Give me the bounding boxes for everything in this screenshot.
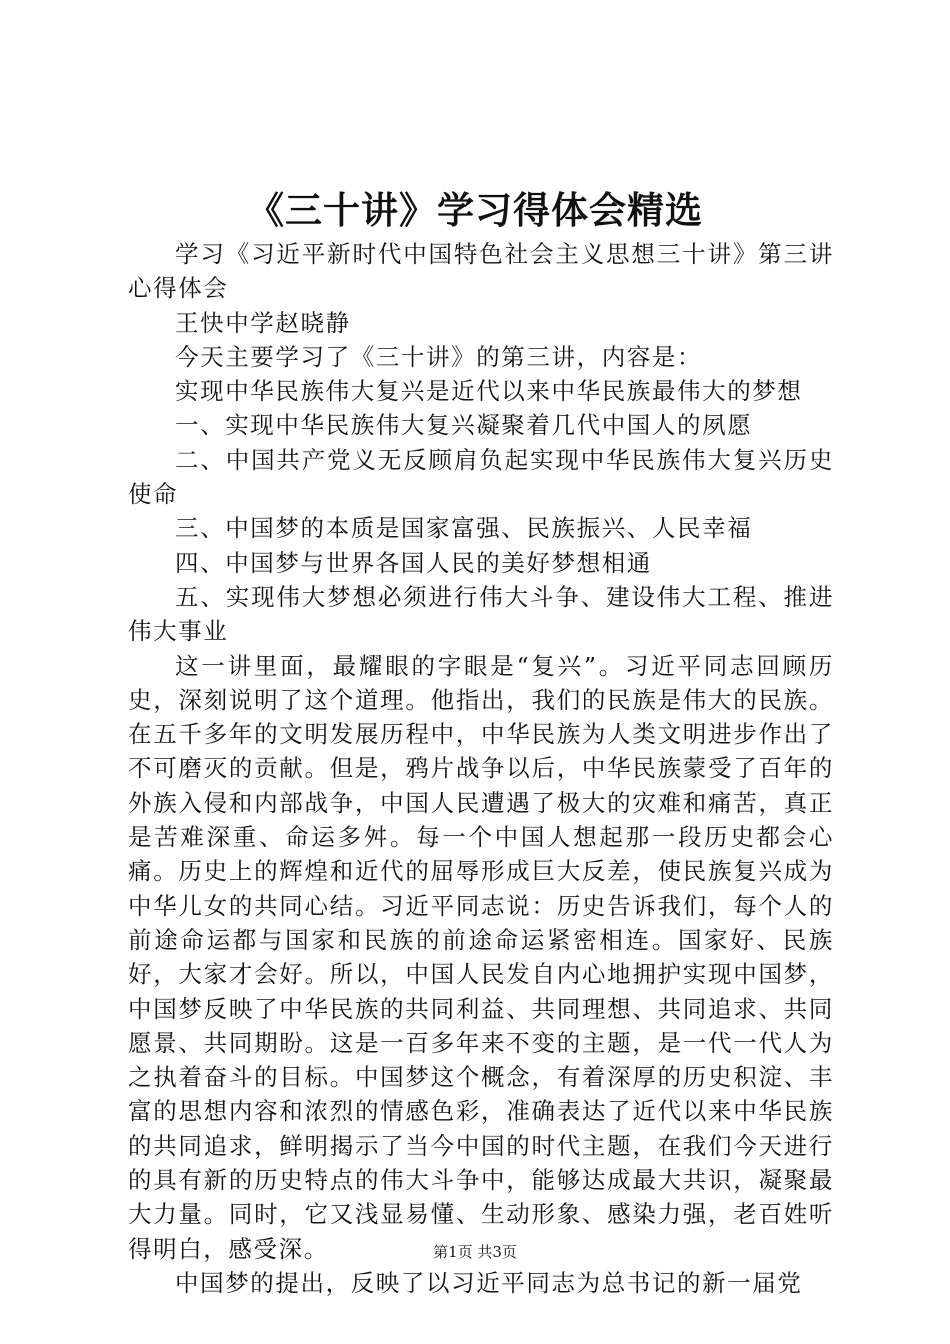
paragraph-point-5: 五、实现伟大梦想必须进行伟大斗争、建设伟大工程、推进伟大事业: [128, 582, 834, 646]
paragraph-lecture-topic: 实现中华民族伟大复兴是近代以来中华民族最伟大的梦想: [175, 377, 803, 406]
paragraph-point-1: 一、实现中华民族伟大复兴凝聚着几代中国人的夙愿: [175, 411, 753, 440]
paragraph-continuation: 中国梦的提出，反映了以习近平同志为总书记的新一届党: [175, 1268, 803, 1297]
paragraph-point-2: 二、中国共产党义无反顾肩负起实现中华民族伟大复兴历史使命: [128, 445, 834, 509]
paragraph-point-4: 四、中国梦与世界各国人民的美好梦想相通: [175, 548, 652, 577]
paragraph-author: 王快中学赵晓静: [175, 308, 351, 337]
paragraph-point-3: 三、中国梦的本质是国家富强、民族振兴、人民幸福: [175, 514, 753, 543]
paragraph-intro: 今天主要学习了《三十讲》的第三讲，内容是：: [175, 342, 703, 371]
document-title: 《三十讲》学习得体会精选: [247, 189, 703, 232]
paragraph-reflection: 这一讲里面，最耀眼的字眼是“复兴”。习近平同志回顾历史，深刻说明了这个道理。他指出，我们的民族是伟大的民族。在五千多年的文明发展历程中，中华民族为人类文明进步作出了不可磨灭的贡献。但是，鸦片战争以后，中华民族蒙受了百年的外族入侵和内部战争，中国人民遭遇了极大的灾难和痛苦，真正是苦难深重、命运多舛。每一个中国人想起那一段历史都会心痛。历史上的辉煌和近代的屈辱形成巨大反差，使民族复兴成为中华儿女的共同心结。习近平同志说：历史告诉我们，每个人的前途命运都与国家和民族的前途命运紧密相连。国家好、民族好，大家才会好。所以，中国人民发自内心地拥护实现中国梦，中国梦反映了中华民族的共同利益、共同理想、共同追求、共同愿景、共同期盼。这是一百多年来不变的主题，是一代一代人为之执着奋斗的目标。中国梦这个概念，有着深厚的历史积淀、丰富的思想内容和浓烈的情感色彩，准确表达了近代以来中华民族的共同追求，鲜明揭示了当今中国的时代主题，在我们今天进行的具有新的历史特点的伟大斗争中，能够达成最大共识，凝聚最大力量。同时，它又浅显易懂、生动形象、感染力强，老百姓听得明白，感受深。: [128, 651, 834, 1263]
page-number-footer: 第1页 共3页: [433, 1243, 517, 1261]
paragraph-subtitle: 学习《习近平新时代中国特色社会主义思想三十讲》第三讲心得体会: [128, 240, 834, 303]
document-body: [128, 237, 834, 1300]
